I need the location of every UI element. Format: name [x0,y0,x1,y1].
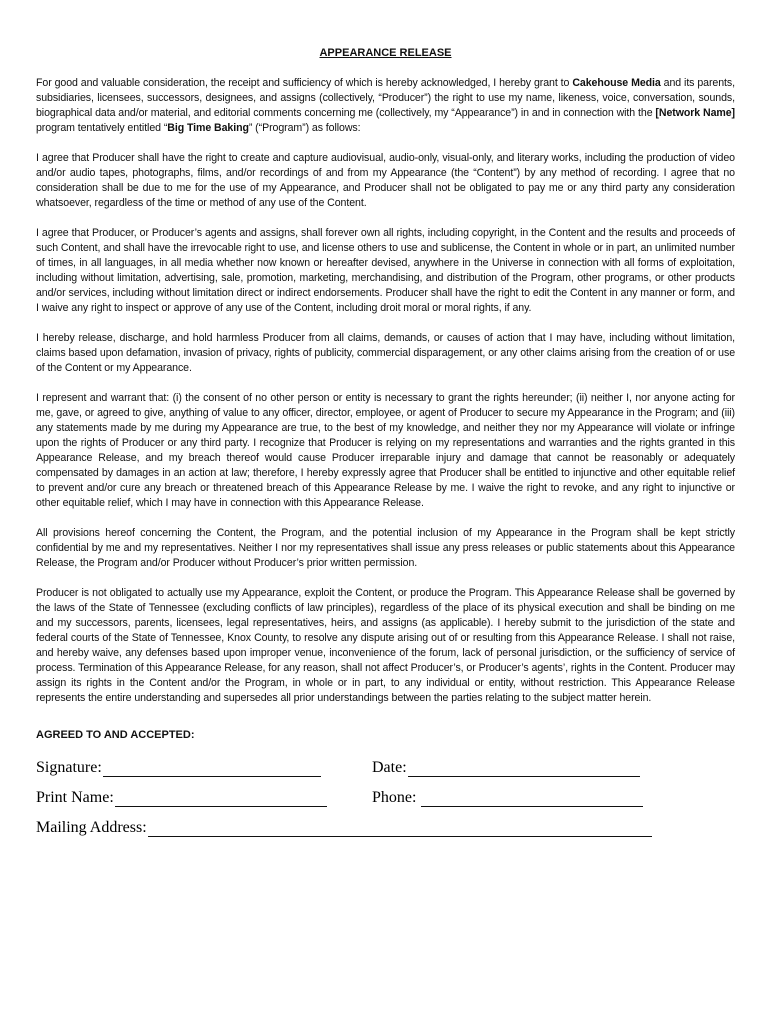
mailing-address-field[interactable] [36,819,652,837]
print-name-line[interactable] [115,794,327,807]
grant-text-end: ” (“Program”) as follows: [248,122,361,134]
mailing-address-line[interactable] [148,824,652,837]
grant-paragraph [36,76,735,136]
grant-text-program-intro: program tentatively entitled “ [36,122,168,134]
print-name-field[interactable] [36,789,327,807]
date-field[interactable] [372,759,640,777]
content-rights-paragraph: I agree that Producer shall have the right to create and capture audiovisual, audio-only, visual-only, and literary works, including the production of video and/or audio tapes, photographs, films, and/or recordings of and from my Appearance (the “Content”) by any method of recording. I agree that no consideration shall be due to me for the use of my Appearance, and Producer shall not be obligated to pay me or any third party any consideration whatsoever, regardless of the time or method of any use of the Content. [36,152,735,209]
program-name: Big Time Baking [167,122,249,134]
print-name-label: Print Name: [36,789,114,806]
mailing-address-label: Mailing Address: [36,819,147,836]
ownership-paragraph: I agree that Producer, or Producer’s agents and assigns, shall forever own all rights, including copyright, in the Content and the results and proceeds of such Content, and shall have the irrevocable right to use, and license others to use and sublicense, the Content in whole or in part, an unlimited number of times, in all languages, in all media whether now known or hereafter devised, anywhere in the Universe in connection with all forms of exploitation, including without limitation, advertising, sale, promotion, marketing, merchandising, and distribution of the Program, other programs, or other products and/or services, including without limitation direct or indirect endorsements. Producer shall have the right to edit the Content in any manner or form, and I waive any right to inspect or approve of any use of the Content, including droit moral or moral rights, if any. [36,227,735,314]
phone-line[interactable] [421,794,643,807]
date-label: Date: [372,759,407,776]
signature-line[interactable] [103,764,321,777]
phone-label: Phone: [372,789,421,806]
document-title: APPEARANCE RELEASE [319,47,452,59]
grant-text-middle: and its parents, subsidiaries, licensees, successors, designees, and assigns (collectively, “Producer”) the right to use my name, likeness, voice, conversation, sounds, biographical data and/or material, and editorial comments concerning me (collectively, my “Appearance”) in and in connection with the [36,77,735,119]
grant-text-intro: For good and valuable consideration, the receipt and sufficiency of which is hereby acknowledged, I hereby grant to [36,77,573,89]
release-paragraph: I hereby release, discharge, and hold harmless Producer from all claims, demands, or causes of action that I may have, including without limitation, claims based upon defamation, invasion of privacy, rights of publicity, commercial disparagement, or any other claims arising from the creation of or use of the Content or my Appearance. [36,332,735,374]
phone-field[interactable] [372,789,643,807]
governing-law-paragraph: Producer is not obligated to actually use my Appearance, exploit the Content, or produce the Program. This Appearance Release shall be governed by the laws of the State of Tennessee (excluding conflicts of law principles), regardless of the place of its physical execution and shall be binding on me and my successors, parents, licensees, legal representatives, heirs, and assigns (as applicable). I hereby submit to the jurisdiction of the state and federal courts of the State of Tennessee, Knox County, to resolve any dispute arising out of or resulting from this Appearance Release. I shall not raise, and hereby waive, any defenses based upon improper venue, inconvenience of the forum, lack of personal jurisdiction, or the sufficiency of service of process. Termination of this Appearance Release, for any reason, shall not affect Producer’s, or Producer’s agents’, rights in the Content. Producer may assign its rights in the Content and/or the Program, in whole or in part, to any individual or entity, without restriction. This Appearance Release represents the entire understanding and supersedes all prior understandings between the parties relating to the subject matter herein. [36,587,735,704]
name-row [36,789,735,805]
address-row [36,819,735,835]
confidentiality-paragraph: All provisions hereof concerning the Content, the Program, and the potential inclusion of my Appearance in the Program shall be kept strictly confidential by me and my representatives. Neither I nor my representatives shall issue any press releases or public statements about this Appearance Release, the Program and/or Producer without Producer’s prior written permission. [36,527,735,569]
agreed-heading: AGREED TO AND ACCEPTED: [36,729,195,741]
date-line[interactable] [408,764,640,777]
network-name: [Network Name] [655,107,735,119]
signature-field[interactable] [36,759,321,777]
signature-row [36,759,735,775]
company-name: Cakehouse Media [572,77,661,89]
signature-label: Signature: [36,759,102,776]
warranty-paragraph: I represent and warrant that: (i) the consent of no other person or entity is necessary to grant the rights hereunder; (ii) neither I, nor anyone acting for me, gave, or agreed to give, anything of value to any officer, director, employee, or agent of Producer to secure my Appearance in the Program; and (iii) any statements made by me during my Appearance are true, to the best of my knowledge, and neither they nor my Appearance will violate or infringe upon the rights of Producer or any third party. I recognize that Producer is relying on my representations and warranties and the rights granted in this Appearance Release, and my breach thereof would cause Producer irreparable injury and damage that cannot be reasonably or adequately compensated by damages in an action at law; therefore, I hereby expressly agree that Producer shall be entitled to injunctive and other equitable relief to prevent and/or cure any breach or threatened breach of this Appearance Release by me. I waive the right to revoke, and any right to injunctive or other equitable relief, which I may have in connection with this Appearance Release. [36,392,735,509]
